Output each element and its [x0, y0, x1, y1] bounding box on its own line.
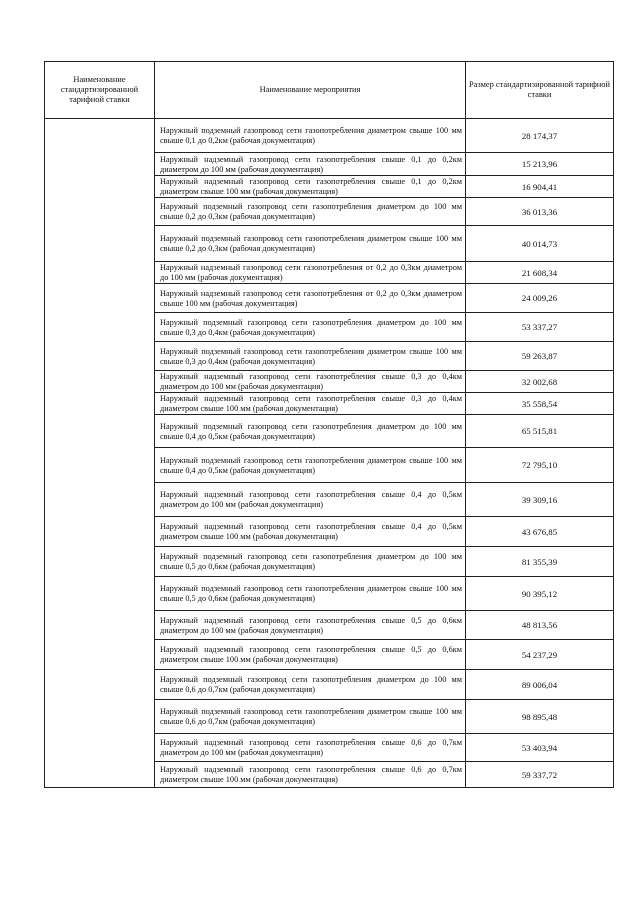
rate-value: 35 558,54 [466, 393, 614, 415]
rate-name-cell [45, 119, 155, 788]
measure-description: Наружный надземный газопровод сети газопотребления свыше 0,6 до 0,7км диаметром до 100 мм (рабочая документация) [155, 734, 466, 762]
measure-description: Наружный подземный газопровод сети газопотребления диаметром свыше 100 мм свыше 0,2 до 0,3км (рабочая документация) [155, 226, 466, 262]
rate-value: 59 263,87 [466, 342, 614, 371]
rate-value: 40 014,73 [466, 226, 614, 262]
measure-description: Наружный подземный газопровод сети газопотребления диаметром до 100 мм свыше 0,5 до 0,6км (рабочая документация) [155, 547, 466, 577]
rate-value: 65 515,81 [466, 415, 614, 448]
rate-value: 24 009,26 [466, 284, 614, 313]
measure-description: Наружный надземный газопровод сети газопотребления свыше 0,1 до 0,2км диаметром свыше 100 мм (рабочая документация) [155, 176, 466, 198]
measure-description: Наружный надземный газопровод сети газопотребления свыше 0,4 до 0,5км диаметром до 100 мм (рабочая документация) [155, 483, 466, 517]
rate-value: 28 174,37 [466, 119, 614, 153]
measure-description: Наружный подземный газопровод сети газопотребления диаметром свыше 100 мм свыше 0,5 до 0,6км (рабочая документация) [155, 577, 466, 611]
rate-value: 59 337,72 [466, 762, 614, 788]
rate-value: 72 795,10 [466, 448, 614, 483]
measure-description: Наружный надземный газопровод сети газопотребления свыше 0,6 до 0,7км диаметром свыше 100 мм (рабочая документация) [155, 762, 466, 788]
measure-description: Наружный подземный газопровод сети газопотребления диаметром свыше 100 мм свыше 0,3 до 0,4км (рабочая документация) [155, 342, 466, 371]
measure-description: Наружный надземный газопровод сети газопотребления свыше 0,3 до 0,4км диаметром до 100 мм (рабочая документация) [155, 371, 466, 393]
rate-value: 39 309,16 [466, 483, 614, 517]
rate-value: 48 813,56 [466, 611, 614, 640]
rate-value: 53 337,27 [466, 313, 614, 342]
measure-description: Наружный надземный газопровод сети газопотребления от 0,2 до 0,3км диаметром до 100 мм (рабочая документация) [155, 262, 466, 284]
rate-value: 89 006,04 [466, 670, 614, 700]
measure-description: Наружный подземный газопровод сети газопотребления диаметром до 100 мм свыше 0,6 до 0,7км (рабочая документация) [155, 670, 466, 700]
rate-value: 81 355,39 [466, 547, 614, 577]
rate-value: 98 895,48 [466, 700, 614, 734]
measure-description: Наружный надземный газопровод сети газопотребления свыше 0,1 до 0,2км диаметром до 100 мм (рабочая документация) [155, 153, 466, 176]
measure-description: Наружный надземный газопровод сети газопотребления от 0,2 до 0,3км диаметром свыше 100 мм (рабочая документация) [155, 284, 466, 313]
measure-description: Наружный подземный газопровод сети газопотребления диаметром свыше 100 мм свыше 0,1 до 0,2км (рабочая документация) [155, 119, 466, 153]
rate-value: 21 608,34 [466, 262, 614, 284]
table-header-row [45, 62, 614, 119]
measure-description: Наружный подземный газопровод сети газопотребления диаметром свыше 100 мм свыше 0,4 до 0,5км (рабочая документация) [155, 448, 466, 483]
measure-description: Наружный подземный газопровод сети газопотребления диаметром до 100 мм свыше 0,4 до 0,5км (рабочая документация) [155, 415, 466, 448]
rate-value: 15 213,96 [466, 153, 614, 176]
table-row [45, 119, 614, 153]
measure-description: Наружный надземный газопровод сети газопотребления свыше 0,5 до 0,6км диаметром свыше 100 мм (рабочая документация) [155, 640, 466, 670]
measure-description: Наружный подземный газопровод сети газопотребления диаметром до 100 мм свыше 0,3 до 0,4км (рабочая документация) [155, 313, 466, 342]
rate-value: 16 904,41 [466, 176, 614, 198]
measure-description: Наружный надземный газопровод сети газопотребления свыше 0,5 до 0,6км диаметром до 100 мм (рабочая документация) [155, 611, 466, 640]
table-body [45, 119, 614, 788]
rate-value: 90 395,12 [466, 577, 614, 611]
rate-value: 43 676,85 [466, 517, 614, 547]
header-measure-name: Наименование мероприятия [155, 62, 466, 119]
measure-description: Наружный надземный газопровод сети газопотребления свыше 0,3 до 0,4км диаметром свыше 100 мм (рабочая документация) [155, 393, 466, 415]
rate-value: 53 403,94 [466, 734, 614, 762]
header-rate-name: Наименование стандартизированной тарифной ставки [45, 62, 155, 119]
tariff-table [44, 61, 614, 788]
measure-description: Наружный надземный газопровод сети газопотребления свыше 0,4 до 0,5км диаметром свыше 100 мм (рабочая документация) [155, 517, 466, 547]
rate-value: 54 237,29 [466, 640, 614, 670]
measure-description: Наружный подземный газопровод сети газопотребления диаметром до 100 мм свыше 0,2 до 0,3км (рабочая документация) [155, 198, 466, 226]
rate-value: 36 013,36 [466, 198, 614, 226]
measure-description: Наружный подземный газопровод сети газопотребления диаметром свыше 100 мм свыше 0,6 до 0,7км (рабочая документация) [155, 700, 466, 734]
header-rate-size: Размер стандартизированной тарифной ставки [466, 62, 614, 119]
rate-value: 32 002,68 [466, 371, 614, 393]
